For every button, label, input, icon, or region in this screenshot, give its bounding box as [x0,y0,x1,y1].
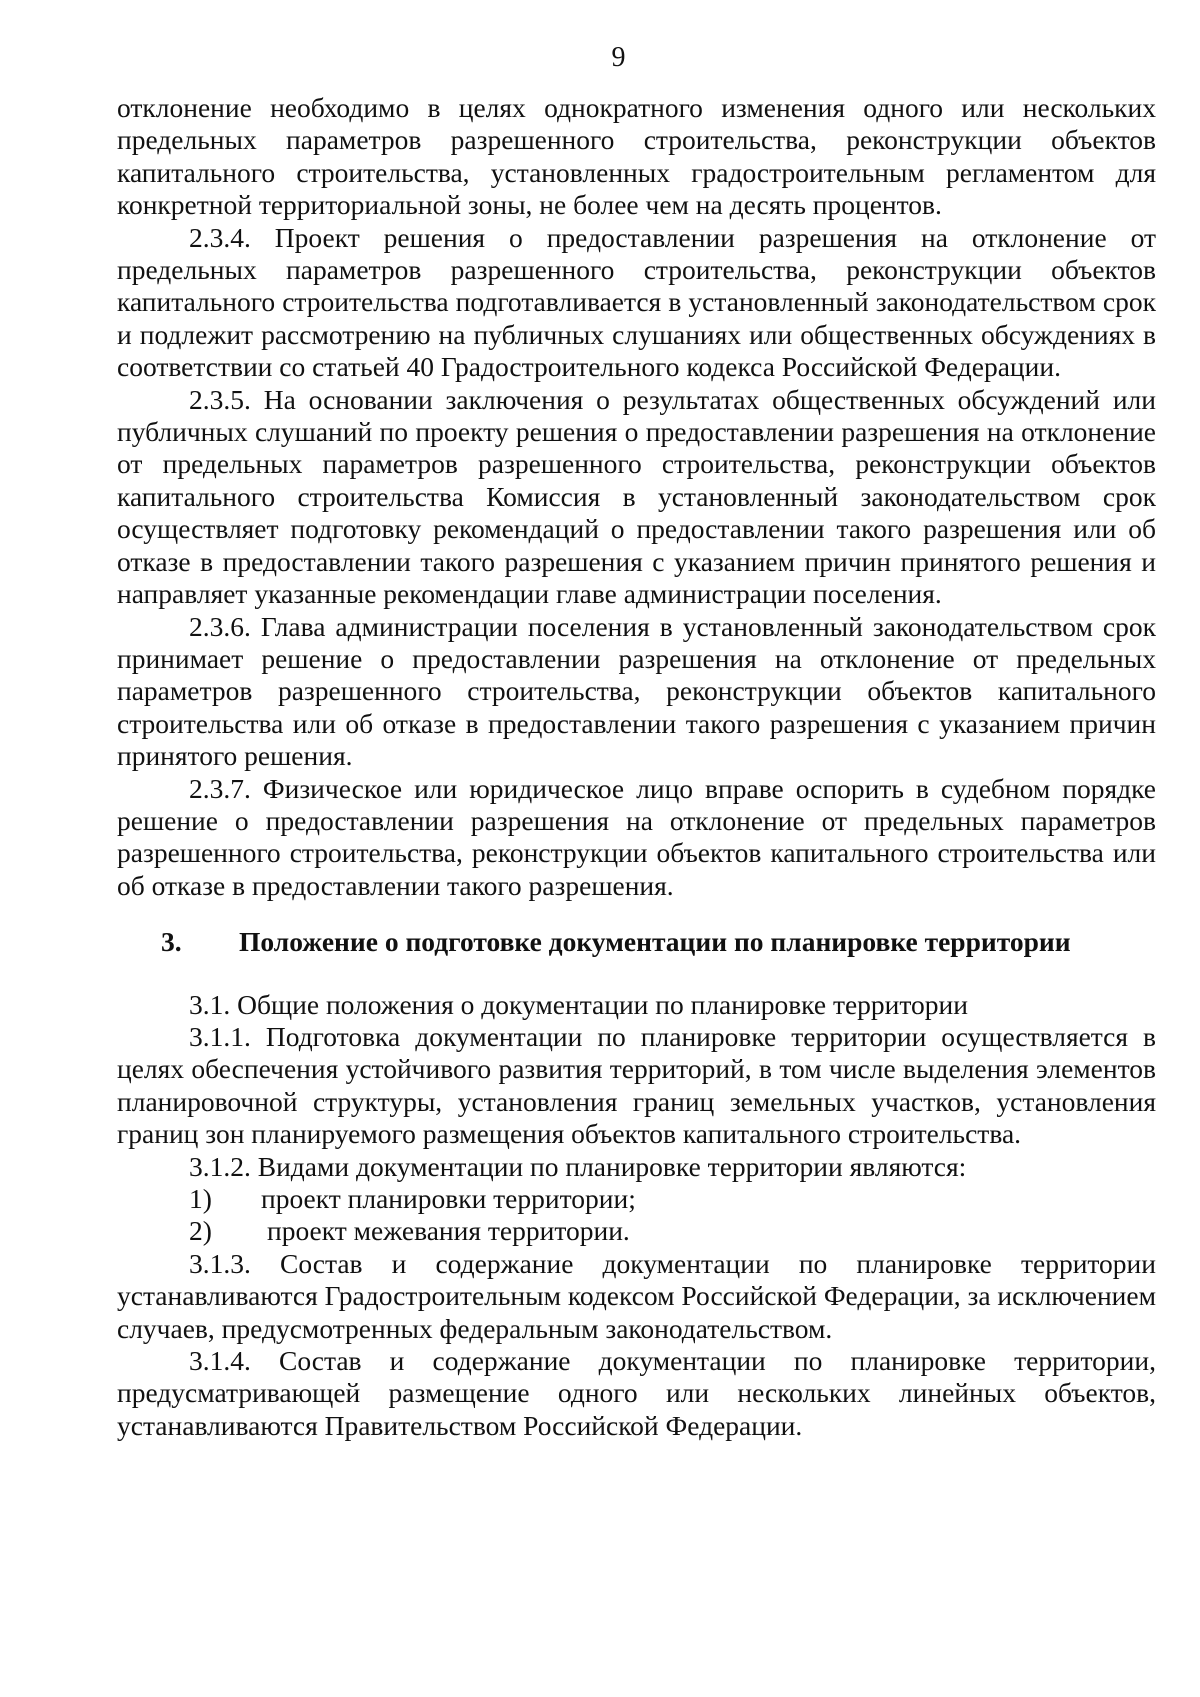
paragraph-3-1-4: 3.1.4. Состав и содержание документации по планировке территории, предусматривающей размещение одного или нескольких линейных объектов, устанавливаются Правительством Российской Федерации. [117,1345,1156,1441]
paragraph-3-1: 3.1. Общие положения о документации по планировке территории [189,988,968,1020]
paragraph-2-3-5: 2.3.5. На основании заключения о результатах общественных обсуждений или публичных слушаний по проекту решения о предоставлении разрешения на отклонение от предельных параметров разрешенного строительства, реконструкции объектов капитального строительства Комиссия в установленный законодательством срок осуществляет подготовку рекомендаций о предоставлении такого разрешения или об отказе в предоставлении такого разрешения с указанием причин принятого решения и направляет указанные рекомендации главе администрации поселения. [117,383,1156,610]
list-item [117,1183,1156,1215]
section-heading-title: Положение о подготовке документации по планировке территории [239,926,1071,958]
paragraph-3-1-2: 3.1.2. Видами документации по планировке территории являются: [189,1150,967,1182]
list-item [117,1215,1156,1247]
list-item-text: проект межевания территории. [267,1215,630,1247]
paragraph-2-3-4: 2.3.4. Проект решения о предоставлении разрешения на отклонение от предельных параметров разрешенного строительства, реконструкции объектов капитального строительства подготавливается в установленный законодательством срок и подлежит рассмотрению на публичных слушаниях или общественных обсуждениях в соответствии со статьей 40 Градостроительного кодекса Российской Федерации. [117,221,1156,383]
list-item-number: 2) [189,1215,212,1247]
paragraph-2-3-7: 2.3.7. Физическое или юридическое лицо вправе оспорить в судебном порядке решение о предоставлении разрешения на отклонение от предельных параметров разрешенного строительства, реконструкции объектов капитального строительства или об отказе в предоставлении такого разрешения. [117,772,1156,901]
section-heading [117,926,1156,958]
list-item-number: 1) [189,1183,212,1214]
paragraph-continuation: отклонение необходимо в целях однократного изменения одного или нескольких предельных параметров разрешенного строительства, реконструкции объектов капитального строительства, установленных градостроительным регламентом для конкретной территориальной зоны, не более чем на десять процентов. [117,92,1156,221]
document-page [117,40,1156,1442]
list-item-text: проект планировки территории; [261,1183,636,1214]
page-number: 9 [611,42,626,73]
paragraph-2-3-6: 2.3.6. Глава администрации поселения в установленный законодательством срок принимает решение о предоставлении разрешения на отклонение от предельных параметров разрешенного строительства, реконструкции объектов капитального строительства или об отказе в предоставлении такого разрешения с указанием причин принятого решения. [117,610,1156,772]
paragraph-3-1-1: 3.1.1. Подготовка документации по планировке территории осуществляется в целях обеспечения устойчивого развития территорий, в том числе выделения элементов планировочной структуры, установления границ земельных участков, установления границ зон планируемого размещения объектов капитального строительства. [117,1020,1156,1150]
section-heading-number: 3. [161,926,182,958]
paragraph-3-1-3: 3.1.3. Состав и содержание документации по планировке территории устанавливаются Градостроительным кодексом Российской Федерации, за исключением случаев, предусмотренных федеральным законодательством. [117,1247,1156,1344]
